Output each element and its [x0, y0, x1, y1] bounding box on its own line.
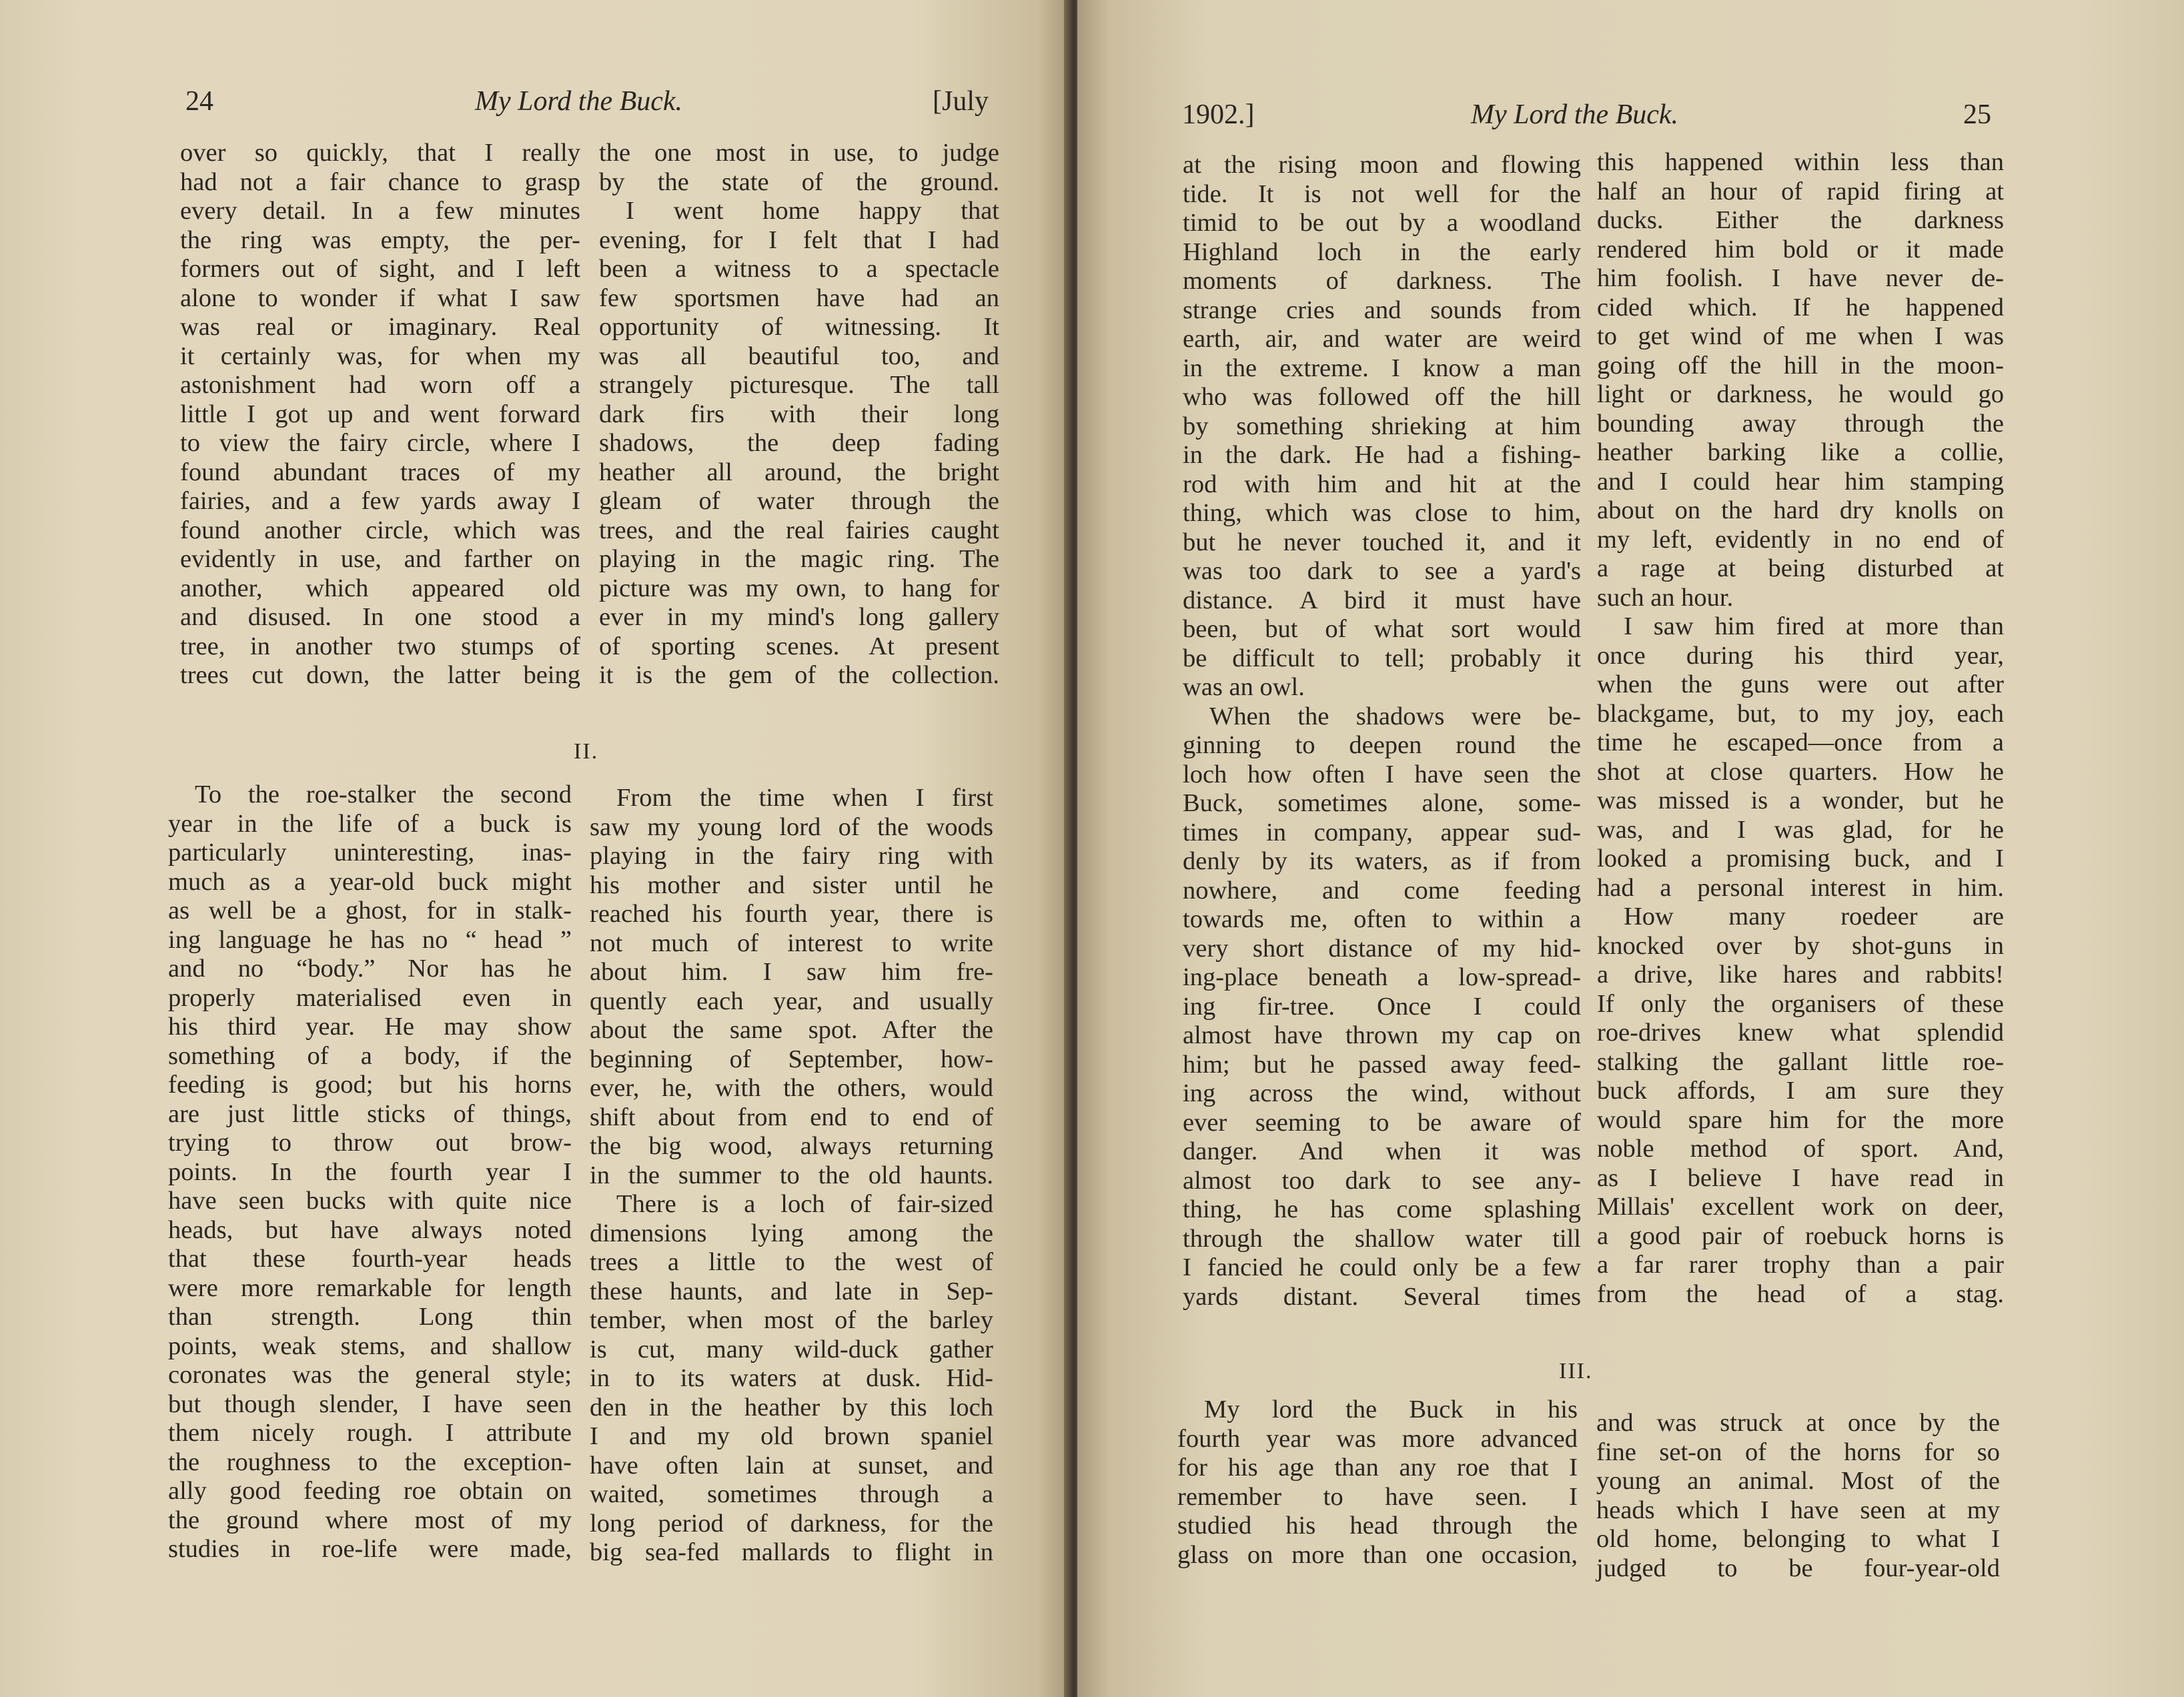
left-col-3: [168, 780, 572, 1564]
text-line: a rage at being disturbed at: [1597, 554, 2004, 582]
running-title: My Lord the Buck.: [475, 86, 683, 117]
text-line: from the head of a stag.: [1597, 1279, 2004, 1308]
text-line: When the shadows were be-: [1209, 702, 1581, 730]
text-line: than strength. Long thin: [168, 1303, 572, 1331]
text-line: I went home happy that: [626, 197, 999, 225]
text-line: ing across the wind, without: [1183, 1079, 1581, 1107]
text-line: fourth year was more advanced: [1177, 1424, 1578, 1453]
date-tag: 1902.]: [1182, 99, 1255, 130]
text-line: evening, for I felt that I had: [599, 225, 999, 254]
text-line: If only the organisers of these: [1597, 989, 2004, 1018]
text-line: another, which appeared old: [180, 574, 580, 602]
text-line: Millais' excellent work on deer,: [1597, 1193, 2004, 1221]
text-line: almost have thrown my cap on: [1183, 1021, 1581, 1049]
right-page: [1077, 0, 2184, 1697]
text-line: and I could hear him stamping: [1597, 467, 2004, 496]
text-line: ginning to deepen round the: [1183, 731, 1581, 759]
text-line: saw my young lord of the woods: [590, 812, 993, 841]
text-line: a drive, like hares and rabbits!: [1597, 961, 2004, 989]
text-line: and no “body.” Nor has he: [168, 955, 572, 983]
text-line: very short distance of my hid-: [1183, 934, 1581, 963]
text-line: properly materialised even in: [168, 983, 572, 1012]
text-line: in to its waters at dusk. Hid-: [590, 1364, 993, 1392]
text-line: every detail. In a few minutes: [180, 197, 580, 225]
text-line: remember to have seen. I: [1177, 1482, 1578, 1511]
text-line: would spare him for the more: [1597, 1105, 2004, 1134]
text-line: ing fir-tree. Once I could: [1183, 992, 1581, 1021]
text-line: a good pair of roebuck horns is: [1597, 1221, 2004, 1250]
text-line: coronates was the general style;: [168, 1361, 572, 1389]
text-line: Buck, sometimes alone, some-: [1183, 789, 1581, 817]
text-line: tember, when most of the barley: [590, 1306, 993, 1334]
text-line: by the state of the ground.: [599, 167, 999, 196]
text-line: old home, belonging to what I: [1596, 1525, 2000, 1553]
text-line: and was struck at once by the: [1596, 1409, 2000, 1437]
text-line: thing, which was close to him,: [1183, 499, 1581, 527]
text-line: ever in my mind's long gallery: [599, 603, 999, 631]
text-line: found another circle, which was: [180, 516, 580, 544]
text-line: a far rarer trophy than a pair: [1597, 1251, 2004, 1279]
text-line: was real or imaginary. Real: [180, 313, 580, 341]
right-running-head: [1077, 99, 2184, 145]
text-line: tide. It is not well for the: [1183, 179, 1581, 208]
text-line: ally good feeding roe obtain on: [168, 1477, 572, 1505]
text-line: the ring was empty, the per-: [180, 225, 580, 254]
text-line: den in the heather by this loch: [590, 1393, 993, 1422]
text-line: are just little sticks of things,: [168, 1099, 572, 1128]
text-line: trees cut down, the latter being: [180, 661, 580, 689]
text-line: these haunts, and late in Sep-: [590, 1277, 993, 1305]
text-line: as well be a ghost, for in stalk-: [168, 897, 572, 925]
text-line: at the rising moon and flowing: [1183, 151, 1581, 179]
text-line: playing in the magic ring. The: [599, 545, 999, 573]
text-line: that these fourth-year heads: [168, 1245, 572, 1273]
text-line: alone to wonder if what I saw: [180, 284, 580, 312]
text-line: particularly uninteresting, inas-: [168, 838, 572, 867]
text-line: I fancied he could only be a few: [1183, 1253, 1581, 1281]
text-line: formers out of sight, and I left: [180, 255, 580, 283]
text-line: heather all around, the bright: [599, 458, 999, 486]
text-line: is cut, many wild-duck gather: [590, 1335, 993, 1363]
text-line: the big wood, always returning: [590, 1132, 993, 1160]
text-line: studies in roe-life were made,: [168, 1535, 572, 1563]
text-line: roe-drives knew what splendid: [1597, 1019, 2004, 1047]
text-line: feeding is good; but his horns: [168, 1071, 572, 1099]
text-line: earth, air, and water are weird: [1183, 325, 1581, 353]
text-line: trees a little to the west of: [590, 1248, 993, 1276]
text-line: dark firs with their long: [599, 400, 999, 428]
text-line: such an hour.: [1597, 583, 1734, 612]
page-number: 24: [185, 86, 213, 117]
text-line: have often lain at sunset, and: [590, 1451, 993, 1480]
text-line: by something shrieking at him: [1183, 412, 1581, 440]
text-line: his third year. He may show: [168, 1013, 572, 1041]
text-line: in the summer to the old haunts.: [590, 1161, 993, 1189]
text-line: the one most in use, to judge: [599, 139, 999, 167]
text-line: dimensions lying among the: [590, 1219, 993, 1247]
left-page: [0, 0, 1071, 1697]
text-line: shot at close quarters. How he: [1597, 757, 2004, 786]
text-line: astonishment had worn off a: [180, 371, 580, 399]
text-line: strange cries and sounds from: [1183, 296, 1581, 324]
text-line: was too dark to see a yard's: [1183, 557, 1581, 585]
text-line: them nicely rough. I attribute: [168, 1419, 572, 1447]
text-line: To the roe-stalker the second: [195, 780, 572, 808]
text-line: shadows, the deep fading: [599, 429, 999, 457]
text-line: ducks. Either the darkness: [1597, 206, 2004, 234]
text-line: ing language he has no “ head ”: [168, 925, 572, 954]
text-line: had a personal interest in him.: [1597, 873, 2004, 902]
text-line: cided which. If he happened: [1597, 293, 2004, 322]
text-line: was missed is a wonder, but he: [1597, 786, 2004, 814]
text-line: found abundant traces of my: [180, 458, 580, 486]
text-line: timid to be out by a woodland: [1183, 209, 1581, 237]
text-line: year in the life of a buck is: [168, 809, 572, 838]
text-line: picture was my own, to hang for: [599, 574, 999, 602]
text-line: judged to be four-year-old: [1596, 1554, 2000, 1582]
right-col-2: [1597, 148, 2004, 1309]
text-line: opportunity of witnessing. It: [599, 313, 999, 341]
text-line: to get wind of me when I was: [1597, 322, 2004, 350]
text-line: rendered him bold or it made: [1597, 235, 2004, 263]
text-line: in the extreme. I know a man: [1183, 354, 1581, 382]
text-line: yards distant. Several times: [1183, 1282, 1581, 1311]
text-line: going off the hill in the moon-: [1597, 351, 2004, 380]
text-line: I and my old brown spaniel: [590, 1422, 993, 1450]
text-line: studied his head through the: [1177, 1512, 1578, 1540]
text-line: distance. A bird it must have: [1183, 586, 1581, 614]
left-running-head: [0, 85, 1071, 132]
text-line: evidently in use, and farther on: [180, 545, 580, 573]
left-col-2: [599, 139, 999, 690]
text-line: reached his fourth year, there is: [590, 900, 993, 928]
text-line: My lord the Buck in his: [1204, 1395, 1578, 1424]
text-line: loch how often I have seen the: [1183, 760, 1581, 788]
right-col-4: [1596, 1409, 2000, 1583]
text-line: rod with him and hit at the: [1183, 470, 1581, 498]
text-line: over so quickly, that I really: [180, 139, 580, 167]
text-line: heather barking like a collie,: [1597, 438, 2004, 466]
text-line: be difficult to tell; probably it: [1183, 644, 1581, 672]
text-line: gleam of water through the: [599, 487, 999, 515]
text-line: his mother and sister until he: [590, 871, 993, 899]
page-number: 25: [1963, 99, 1991, 130]
text-line: danger. And when it was: [1183, 1137, 1581, 1165]
text-line: towards me, often to within a: [1183, 905, 1581, 933]
text-line: but though slender, I have seen: [168, 1389, 572, 1418]
text-line: There is a loch of fair-sized: [616, 1190, 993, 1218]
text-line: something of a body, if the: [168, 1041, 572, 1070]
text-line: thing, he has come splashing: [1183, 1195, 1581, 1223]
text-line: quently each year, and usually: [590, 987, 993, 1015]
text-line: buck affords, I am sure they: [1597, 1077, 2004, 1105]
text-line: it is the gem of the collection.: [599, 661, 999, 689]
text-line: moments of darkness. The: [1183, 267, 1581, 295]
text-line: long period of darkness, for the: [590, 1509, 993, 1538]
text-line: heads, but have always noted: [168, 1215, 572, 1244]
text-line: my left, evidently in no end of: [1597, 525, 2004, 554]
text-line: ever, he, with the others, would: [590, 1074, 993, 1102]
text-line: in the dark. He had a fishing-: [1183, 441, 1581, 469]
text-line: time he escaped—once from a: [1597, 728, 2004, 756]
text-line: How many roedeer are: [1624, 903, 2004, 931]
text-line: blackgame, but, to my joy, each: [1597, 699, 2004, 728]
text-line: who was followed off the hill: [1183, 383, 1581, 411]
section-heading: II.: [574, 739, 599, 764]
text-line: had not a fair chance to grasp: [180, 167, 580, 196]
text-line: glass on more than one occasion,: [1177, 1540, 1578, 1569]
text-line: waited, sometimes through a: [590, 1480, 993, 1508]
text-line: this happened within less than: [1597, 148, 2004, 176]
text-line: it certainly was, for when my: [180, 342, 580, 370]
text-line: beginning of September, how-: [590, 1045, 993, 1073]
text-line: not much of interest to write: [590, 929, 993, 957]
text-line: fine set-on of the horns for so: [1596, 1438, 2000, 1466]
text-line: half an hour of rapid firing at: [1597, 177, 2004, 205]
text-line: him; but he passed away feed-: [1183, 1050, 1581, 1079]
text-line: and disused. In one stood a: [180, 603, 580, 631]
text-line: was an owl.: [1183, 673, 1305, 701]
text-line: nowhere, and come feeding: [1183, 876, 1581, 905]
text-line: tree, in another two stumps of: [180, 632, 580, 660]
text-line: From the time when I first: [616, 784, 993, 812]
running-title: My Lord the Buck.: [1471, 99, 1679, 130]
text-line: playing in the fairy ring with: [590, 842, 993, 870]
text-line: young an animal. Most of the: [1596, 1467, 2000, 1495]
text-line: knocked over by shot-guns in: [1597, 931, 2004, 960]
text-line: was, and I was glad, for he: [1597, 815, 2004, 844]
text-line: trying to throw out brow-: [168, 1129, 572, 1157]
text-line: fairies, and a few yards away I: [180, 487, 580, 515]
text-line: almost too dark to see any-: [1183, 1166, 1581, 1195]
text-line: much as a year-old buck might: [168, 867, 572, 896]
text-line: stalking the gallant little roe-: [1597, 1047, 2004, 1076]
text-line: about the same spot. After the: [590, 1016, 993, 1044]
text-line: been, but of what sort would: [1183, 615, 1581, 643]
text-line: for his age than any roe that I: [1177, 1454, 1578, 1482]
text-line: was all beautiful too, and: [599, 342, 999, 370]
date-tag: [July: [933, 86, 989, 117]
text-line: ever seeming to be aware of: [1183, 1108, 1581, 1137]
text-line: strangely picturesque. The tall: [599, 371, 999, 399]
text-line: to view the fairy circle, where I: [180, 429, 580, 457]
text-line: few sportsmen have had an: [599, 284, 999, 312]
section-heading: III.: [1559, 1359, 1593, 1383]
text-line: bounding away through the: [1597, 409, 2004, 438]
text-line: the roughness to the exception-: [168, 1448, 572, 1476]
text-line: noble method of sport. And,: [1597, 1135, 2004, 1163]
text-line: times in company, appear sud-: [1183, 818, 1581, 846]
text-line: but he never touched it, and it: [1183, 528, 1581, 556]
text-line: about him. I saw him fre-: [590, 958, 993, 986]
text-line: were more remarkable for length: [168, 1273, 572, 1302]
text-line: heads which I have seen at my: [1596, 1496, 2000, 1524]
text-line: Highland loch in the early: [1183, 237, 1581, 266]
text-line: little I got up and went forward: [180, 400, 580, 428]
text-line: once during his third year,: [1597, 641, 2004, 670]
text-line: when the guns were out after: [1597, 670, 2004, 698]
text-line: points. In the fourth year I: [168, 1157, 572, 1186]
text-line: have seen bucks with quite nice: [168, 1187, 572, 1215]
text-line: big sea-fed mallards to flight in: [590, 1538, 993, 1566]
text-line: shift about from end to end of: [590, 1103, 993, 1131]
text-line: been a witness to a spectacle: [599, 255, 999, 283]
text-line: him foolish. I have never de-: [1597, 264, 2004, 292]
left-col-1: [180, 139, 580, 690]
text-line: denly by its waters, as if from: [1183, 847, 1581, 875]
text-line: the ground where most of my: [168, 1506, 572, 1534]
text-line: as I believe I have read in: [1597, 1163, 2004, 1192]
text-line: light or darkness, he would go: [1597, 380, 2004, 408]
text-line: through the shallow water till: [1183, 1224, 1581, 1253]
right-col-1: [1183, 151, 1581, 1311]
text-line: ing-place beneath a low-spread-: [1183, 963, 1581, 991]
text-line: points, weak stems, and shallow: [168, 1331, 572, 1360]
text-line: trees, and the real fairies caught: [599, 516, 999, 544]
left-col-4: [590, 784, 993, 1568]
text-line: about on the hard dry knolls on: [1597, 496, 2004, 524]
text-line: looked a promising buck, and I: [1597, 844, 2004, 873]
right-col-3: [1177, 1395, 1578, 1570]
text-line: I saw him fired at more than: [1624, 612, 2004, 640]
text-line: of sporting scenes. At present: [599, 632, 999, 660]
